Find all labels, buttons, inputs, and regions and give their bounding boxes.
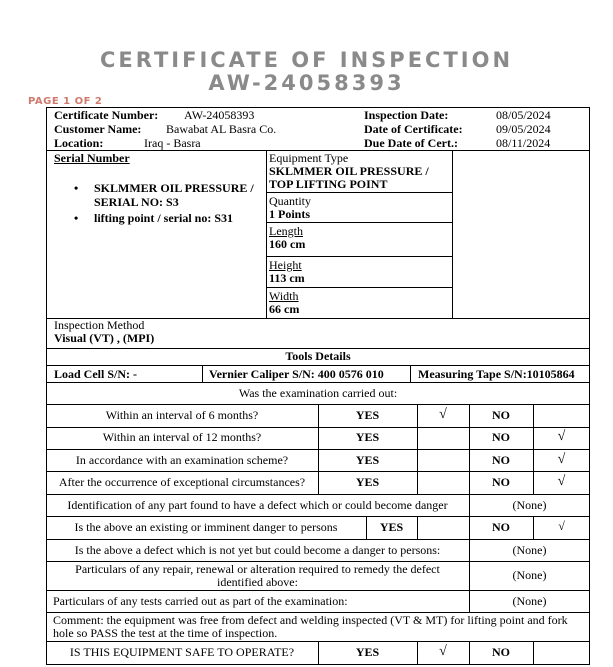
- exam-row-label: Within an interval of 12 months?: [102, 430, 262, 444]
- check-icon: √: [557, 452, 566, 467]
- due-date-label: Due Date of Cert.:: [364, 136, 458, 150]
- defect-divider: [46, 516, 590, 517]
- tools-col2-divider: [410, 365, 411, 382]
- defect-label: Identification of any part found to have a defect which or could become danger: [67, 498, 448, 512]
- danger-col2-divider: [417, 516, 418, 539]
- caliper-sn: Vernier Caliper S/N: 400 0576 010: [209, 367, 384, 381]
- tools-divider: [46, 382, 590, 383]
- exam-row-label: Within an interval of 6 months?: [105, 408, 259, 422]
- repair-label-line2: identified above:: [217, 575, 298, 589]
- inspection-method-label: Inspection Method: [54, 318, 145, 332]
- dimension-column-divider: [452, 150, 453, 318]
- list-item: • SKLMMER OIL PRESSURE / SERIAL NO: S3: [74, 181, 256, 209]
- future-danger-value: (None): [512, 543, 547, 557]
- repair-divider: [46, 590, 590, 591]
- future-danger-label: Is the above a defect which is not yet but could become a danger to persons:: [74, 543, 441, 557]
- cert-number-label: Certificate Number:: [54, 108, 159, 122]
- exam-row-yes: YES: [355, 430, 380, 444]
- examination-question: Was the examination carried out:: [238, 386, 398, 400]
- length-label: Length: [269, 224, 303, 238]
- load-cell-sn: Load Cell S/N: -: [54, 367, 138, 381]
- check-icon: √: [439, 644, 447, 659]
- tests-value: (None): [512, 594, 547, 608]
- serial-column-divider: [266, 150, 267, 318]
- exam-row-yes: YES: [355, 475, 380, 489]
- repair-label-line1: Particulars of any repair, renewal or alteration required to remedy the defect: [75, 562, 440, 576]
- check-icon: √: [557, 474, 566, 489]
- length-value: 160 cm: [269, 237, 306, 251]
- exam-row-no: NO: [492, 475, 510, 489]
- danger-no: NO: [492, 520, 510, 534]
- safe-col4-divider: [533, 641, 534, 664]
- customer-value: Bawabat AL Basra Co.: [166, 122, 277, 136]
- height-divider: [266, 287, 452, 288]
- location-label: Location:: [54, 136, 104, 150]
- safe-no: NO: [492, 645, 510, 659]
- exam-row-yes: YES: [355, 453, 380, 467]
- exam-row-yes: YES: [355, 408, 380, 422]
- location-value: Iraq - Basra: [144, 136, 201, 150]
- check-icon: √: [439, 407, 447, 422]
- certificate-date-label: Date of Certificate:: [364, 122, 463, 136]
- quantity-divider: [266, 222, 452, 223]
- serial-number-label: Serial Number: [54, 151, 130, 165]
- customer-label: Customer Name:: [54, 122, 142, 136]
- danger-divider: [46, 539, 590, 540]
- quantity-label: Quantity: [269, 194, 311, 208]
- comment-line1: Comment: the equipment was free from defect and welding inspected (VT & MT) for lifting point and fork: [53, 613, 568, 627]
- type-divider: [266, 192, 452, 193]
- certificate-title: CERTIFICATE OF INSPECTION: [99, 48, 514, 72]
- exam-row-no: NO: [492, 453, 510, 467]
- tape-sn: Measuring Tape S/N:10105864: [418, 367, 575, 381]
- page-label: PAGE 1 OF 2: [28, 96, 103, 107]
- safe-to-operate-label: IS THIS EQUIPMENT SAFE TO OPERATE?: [69, 645, 295, 659]
- tools-title: Tools Details: [285, 349, 351, 363]
- due-date-value: 08/11/2024: [496, 136, 551, 150]
- tools-title-divider: [46, 365, 590, 366]
- tools-col1-divider: [202, 365, 203, 382]
- list-item: • lifting point / serial no: S31: [74, 211, 256, 225]
- comment-line2: hole so PASS the test at the time of inspection.: [53, 626, 278, 640]
- inspection-method-value: Visual (VT) , (MPI): [54, 331, 155, 345]
- exam-row-label: In accordance with an examination scheme?: [75, 453, 289, 467]
- table-border-bottom: [46, 664, 590, 665]
- inspection-date-value: 08/05/2024: [496, 108, 551, 122]
- quantity-value: 1 Points: [269, 207, 311, 221]
- repair-value: (None): [512, 568, 547, 582]
- danger-label: Is the above an existing or imminent danger to persons: [74, 520, 338, 534]
- check-icon: √: [558, 519, 565, 533]
- check-icon: √: [557, 429, 566, 444]
- equipment-type-value: SKLMMER OIL PRESSURE / TOP LIFTING POINT: [269, 164, 429, 191]
- exam-row-label: After the occurrence of exceptional circumstances?: [58, 475, 306, 489]
- danger-yes: YES: [379, 520, 404, 534]
- certificate-number-title: AW-24058393: [208, 71, 405, 95]
- inspection-date-label: Inspection Date:: [364, 108, 449, 122]
- tests-label: Particulars of any tests carried out as part of the examination:: [53, 594, 348, 608]
- width-value: 66 cm: [269, 302, 300, 316]
- width-label: Width: [269, 289, 299, 303]
- height-value: 113 cm: [269, 271, 305, 285]
- length-divider: [266, 256, 452, 257]
- equipment-type-label: Equipment Type: [269, 151, 349, 165]
- height-label: Height: [269, 258, 302, 272]
- exam-row-no: NO: [492, 408, 510, 422]
- defect-value: (None): [512, 498, 547, 512]
- serial-list: [74, 181, 256, 227]
- exam-row-no: NO: [492, 430, 510, 444]
- row4-divider: [46, 494, 590, 495]
- safe-yes: YES: [355, 645, 380, 659]
- certificate-date-value: 09/05/2024: [496, 122, 551, 136]
- cert-number-value: AW-24058393: [184, 108, 255, 122]
